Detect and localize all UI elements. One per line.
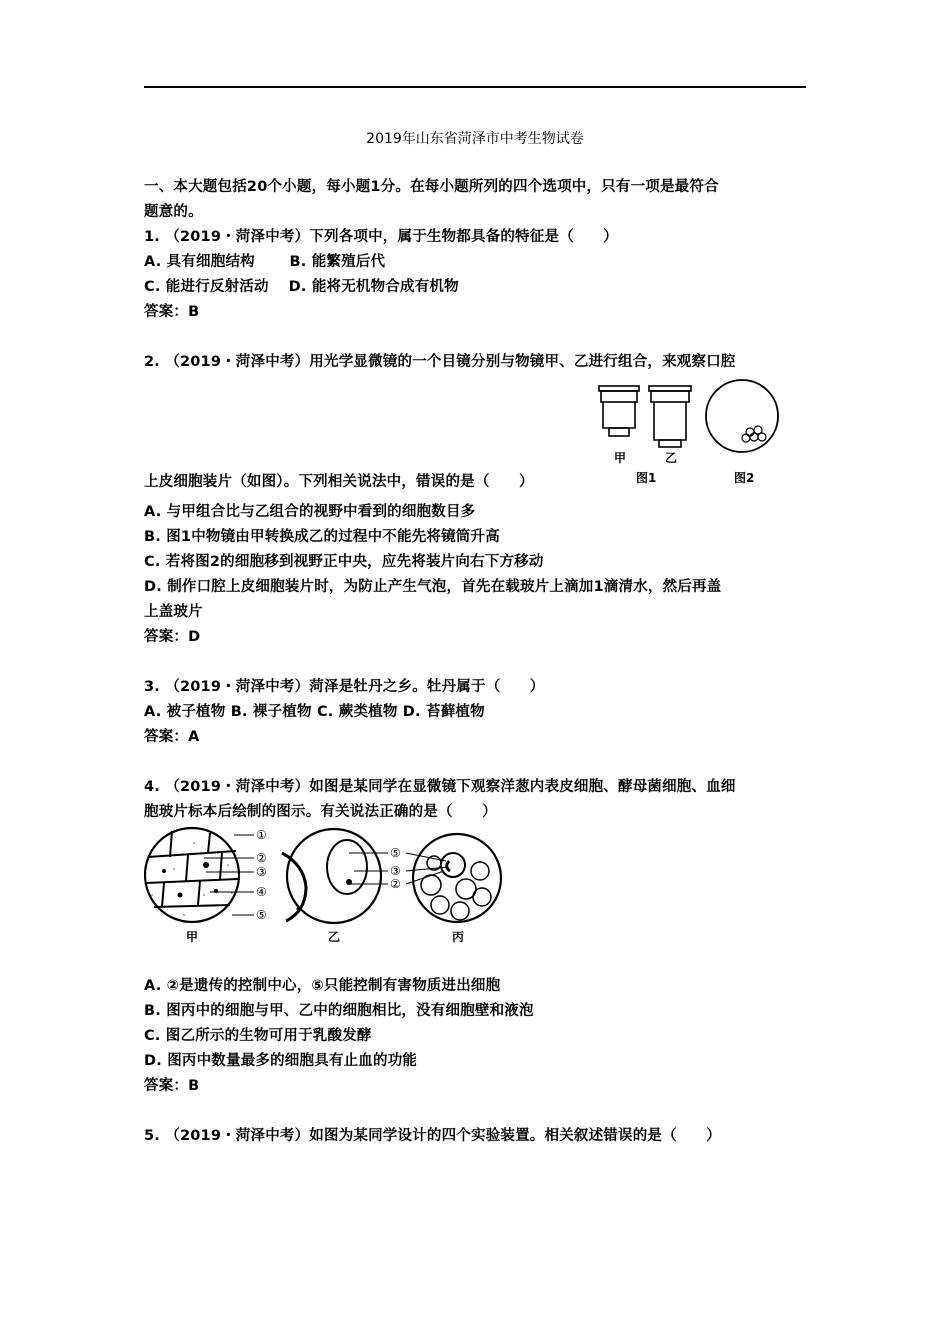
q2-answer: 答案：D — [144, 629, 201, 645]
q4-marker-2: ② — [256, 851, 267, 865]
q1-options-ab: A. 具有细胞结构 B. 能繁殖后代 — [144, 254, 386, 270]
q4-option-c: C. 图乙所示的生物可用于乳酸发酵 — [144, 1028, 372, 1044]
q1-options-cd: C. 能进行反射活动 D. 能将无机物合成有机物 — [144, 279, 459, 295]
page-title: 2019年山东省菏泽市中考生物试卷 — [366, 131, 584, 147]
q2-option-b: B. 图1中物镜由甲转换成乙的过程中不能先将镜筒升高 — [144, 529, 500, 545]
q5-stem: 5. （2019・菏泽中考）如图为某同学设计的四个实验装置。相关叙述错误的是（ ） — [144, 1128, 721, 1144]
q2-stem-line1: 2. （2019・菏泽中考）用光学显微镜的一个目镜分别与物镜甲、乙进行组合，来观察口腔 — [144, 354, 736, 370]
q1-stem: 1. （2019・菏泽中考）下列各项中，属于生物都具备的特征是（ ） — [144, 229, 618, 245]
fig2-caption: 图2 — [734, 471, 755, 485]
q3-stem: 3. （2019・菏泽中考）菏泽是牡丹之乡。牡丹属于（ ） — [144, 679, 545, 695]
fig1-label-jia: 甲 — [614, 451, 627, 465]
q2-option-a: A. 与甲组合比与乙组合的视野中看到的细胞数目多 — [144, 504, 476, 520]
q4-marker-1: ① — [256, 828, 267, 842]
q4-marker-3: ③ — [256, 865, 267, 879]
fig2-cells — [742, 426, 766, 442]
section-heading-line2: 题意的。 — [144, 204, 203, 220]
objective-yi-drawing — [649, 386, 691, 447]
q4-marker-2b: ② — [390, 877, 401, 891]
q2-option-d-line2: 上盖玻片 — [144, 604, 203, 620]
q2-figure — [592, 378, 792, 488]
q4-stem-line1: 4. （2019・菏泽中考）如图是某同学在显微镜下观察洋葱内表皮细胞、酵母菌细胞、血细 — [144, 779, 736, 795]
q4-marker-4: ④ — [256, 885, 267, 899]
fig2-view-field — [706, 380, 778, 452]
q3-options: A. 被子植物 B. 裸子植物 C. 蕨类植物 D. 苔藓植物 — [144, 704, 485, 720]
q4-label-jia: 甲 — [186, 930, 199, 944]
q4-stem-line2: 胞玻片标本后绘制的图示。有关说法正确的是（ ） — [144, 804, 497, 820]
header-rule — [144, 86, 806, 88]
q3-answer: 答案：A — [144, 729, 200, 745]
q4-option-b: B. 图丙中的细胞与甲、乙中的细胞相比，没有细胞壁和液泡 — [144, 1003, 534, 1019]
fig1-label-yi: 乙 — [665, 451, 678, 465]
q4-marker-5: ⑤ — [256, 908, 267, 922]
section-heading-line1: 一、本大题包括20个小题，每小题1分。在每小题所列的四个选项中，只有一项是最符合 — [144, 179, 719, 195]
q4-label-yi: 乙 — [328, 930, 341, 944]
q1-answer: 答案：B — [144, 304, 200, 320]
q4-option-d: D. 图丙中数量最多的细胞具有止血的功能 — [144, 1053, 418, 1069]
fig1-caption: 图1 — [636, 471, 657, 485]
jia-onion-cells — [146, 831, 238, 907]
q2-stem-line2: 上皮细胞装片（如图）。下列相关说法中，错误的是（ ） — [144, 474, 534, 490]
q4-figure — [144, 825, 524, 950]
q4-option-a: A. ②是遗传的控制中心，⑤只能控制有害物质进出细胞 — [144, 978, 501, 994]
q4-answer: 答案：B — [144, 1078, 200, 1094]
q4-label-bing: 丙 — [452, 930, 465, 944]
q4-marker-5b: ⑤ — [390, 846, 401, 860]
q2-option-c: C. 若将图2的细胞移到视野正中央，应先将装片向右下方移动 — [144, 554, 544, 570]
yi-yeast-cell — [327, 840, 367, 894]
q2-option-d-line1: D. 制作口腔上皮细胞装片时，为防止产生气泡，首先在载玻片上滴加1滴清水，然后再盖 — [144, 579, 722, 595]
q4-marker-3b: ③ — [390, 864, 401, 878]
objective-jia-drawing — [599, 386, 639, 436]
bing-blood-cells — [421, 853, 491, 920]
